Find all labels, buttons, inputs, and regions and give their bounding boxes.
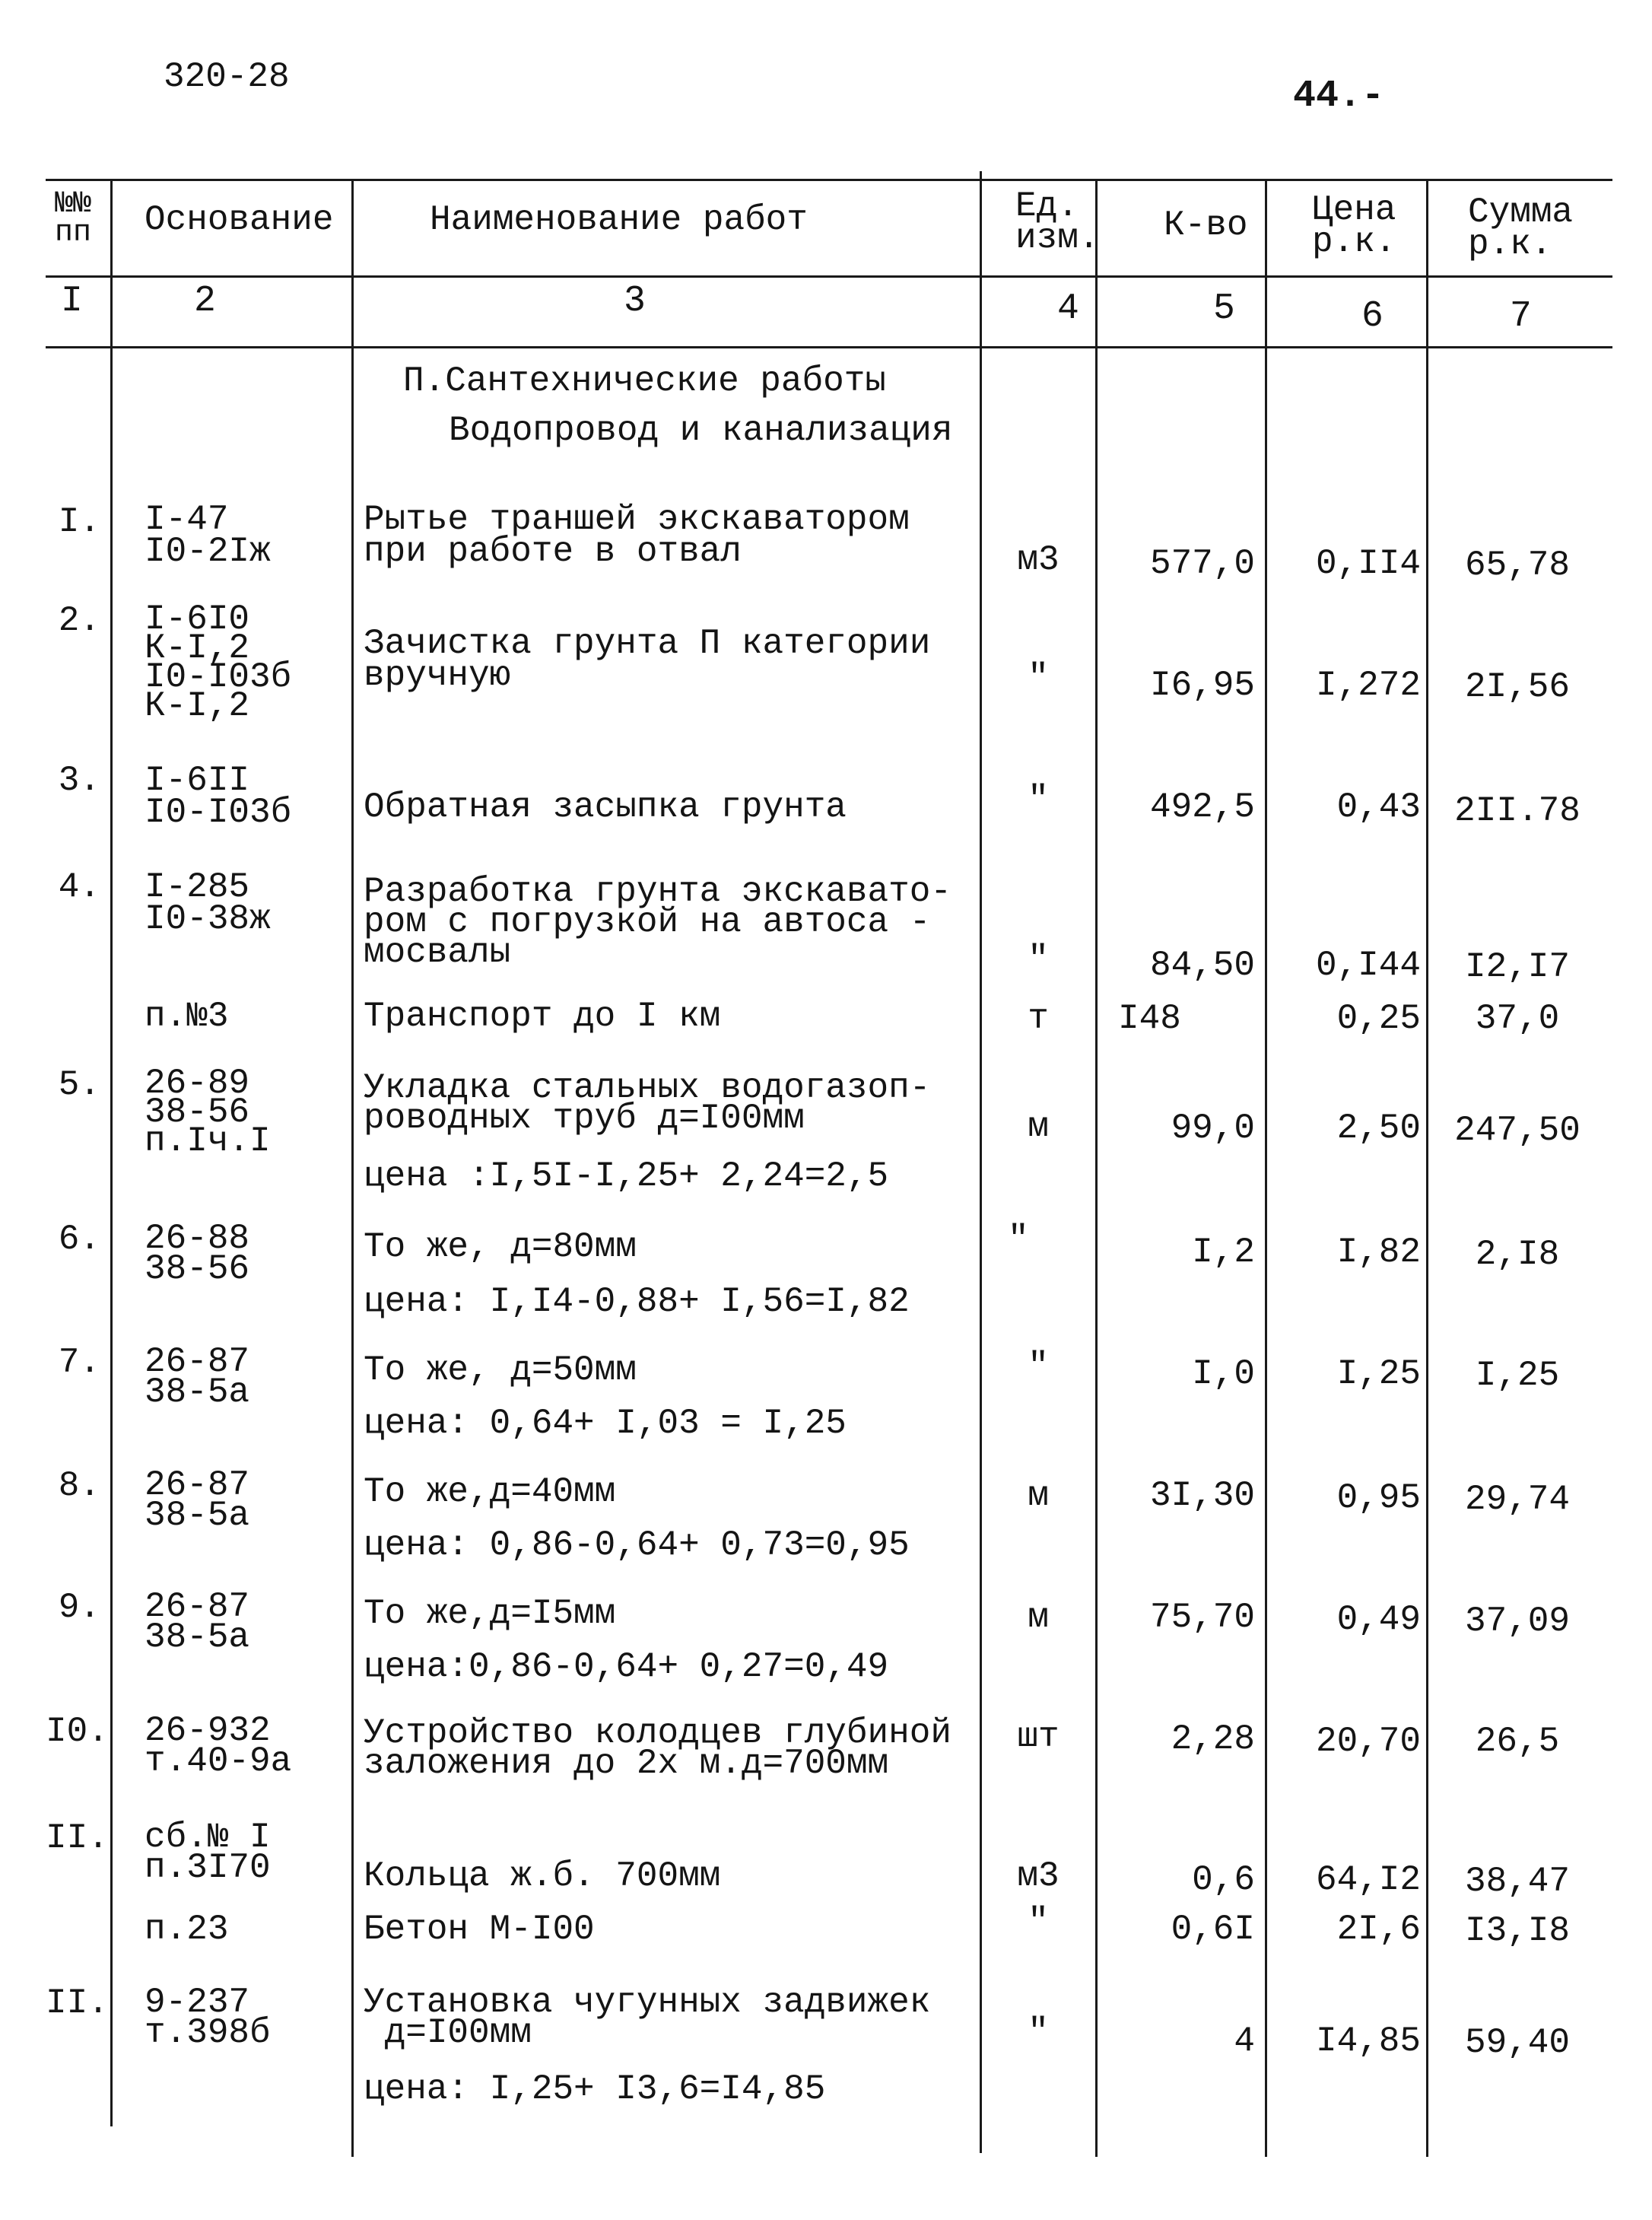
row-4-qty: 84,50 xyxy=(1149,946,1255,985)
colnum-bottom-border xyxy=(46,346,1612,348)
row-11b-name: Бетон М-I00 xyxy=(364,1910,595,1949)
header-sum: Сумма р.к. xyxy=(1468,192,1574,264)
row-5-note: цена :I,5I-I,25+ 2,24=2,5 xyxy=(364,1156,889,1196)
row-1-sum: 65,78 xyxy=(1464,545,1571,585)
row-6-num: 6. xyxy=(58,1220,100,1259)
row-10-sum: 26,5 xyxy=(1475,1722,1560,1761)
row-8-name: То же,д=40мм xyxy=(364,1472,616,1512)
colnum-7: 7 xyxy=(1510,296,1532,337)
row-2-price: I,272 xyxy=(1315,666,1421,705)
row-8-note: цена: 0,86-0,64+ 0,73=0,95 xyxy=(364,1525,910,1565)
row-10-qty: 2,28 xyxy=(1171,1719,1255,1759)
row-11-sum: 38,47 xyxy=(1464,1862,1571,1901)
row-6-basis: 26-88 38-56 xyxy=(145,1219,250,1289)
row-3-sum: 2II.78 xyxy=(1454,791,1581,831)
row-11-unit: м3 xyxy=(1017,1856,1060,1896)
row-10-name: Устройство колодцев глубиной заложения до 2х м.д=700мм xyxy=(364,1713,951,1783)
row-2-num: 2. xyxy=(58,601,100,641)
row-12-sum: 59,40 xyxy=(1464,2023,1571,2063)
row-7-basis: 26-87 38-5а xyxy=(145,1342,250,1412)
row-5-basis: 26-89 38-56 п.Iч.I xyxy=(145,1064,271,1161)
colnum-4: 4 xyxy=(1057,288,1079,329)
row-5-num: 5. xyxy=(58,1065,100,1105)
col-divider-6 xyxy=(1426,179,1428,2157)
colnum-2: 2 xyxy=(194,281,216,322)
row-6-name: То же, д=80мм xyxy=(364,1227,637,1267)
table-top-border xyxy=(46,179,1612,181)
row-1-basis: I-47 I0-2Iж xyxy=(145,500,271,571)
row-11-price: 64,I2 xyxy=(1315,1860,1421,1900)
col-divider-1 xyxy=(110,179,113,2126)
row-10-num: I0. xyxy=(46,1712,109,1751)
row-2-unit: " xyxy=(1028,658,1049,698)
row-4b-basis: п.№3 xyxy=(145,997,229,1036)
colnum-3: 3 xyxy=(624,281,646,322)
header-num: №№ пп xyxy=(55,187,92,250)
row-4b-qty: I48 xyxy=(1118,999,1181,1038)
row-11b-basis: п.23 xyxy=(145,1910,229,1949)
row-2-sum: 2I,56 xyxy=(1464,667,1571,707)
row-8-price: 0,95 xyxy=(1336,1478,1421,1518)
row-12-price: I4,85 xyxy=(1315,2021,1421,2061)
col-divider-4 xyxy=(1095,179,1098,2157)
row-12-note: цена: I,25+ I3,6=I4,85 xyxy=(364,2069,826,2109)
row-4b-unit: т xyxy=(1028,999,1049,1038)
header-qty: К-во xyxy=(1164,205,1248,245)
row-3-price: 0,43 xyxy=(1336,787,1421,827)
row-11-num: II. xyxy=(46,1818,109,1858)
row-9-price: 0,49 xyxy=(1336,1600,1421,1640)
row-9-num: 9. xyxy=(58,1588,100,1627)
row-8-unit: м xyxy=(1028,1476,1049,1516)
row-6-unit: " xyxy=(1008,1220,1029,1259)
row-5-price: 2,50 xyxy=(1336,1108,1421,1148)
row-8-sum: 29,74 xyxy=(1464,1480,1571,1519)
row-8-basis: 26-87 38-5а xyxy=(145,1465,250,1535)
row-9-qty: 75,70 xyxy=(1149,1598,1255,1637)
row-12-qty: 4 xyxy=(1234,2021,1255,2061)
row-3-basis: I-6II I0-I03б xyxy=(145,761,292,832)
row-3-num: 3. xyxy=(58,761,100,800)
row-4-basis: I-285 I0-38ж xyxy=(145,867,271,939)
row-11b-price: 2I,6 xyxy=(1336,1910,1421,1949)
row-7-name: То же, д=50мм xyxy=(364,1350,637,1390)
row-7-sum: I,25 xyxy=(1475,1356,1560,1395)
row-9-name: То же,д=I5мм xyxy=(364,1594,616,1633)
row-1-qty: 577,0 xyxy=(1149,544,1255,584)
colnum-6: 6 xyxy=(1361,296,1384,337)
row-4b-sum: 37,0 xyxy=(1475,999,1560,1038)
row-3-name: Обратная засыпка грунта xyxy=(364,787,847,827)
row-4-sum: I2,I7 xyxy=(1464,947,1571,987)
row-10-basis: 26-932 т.40-9а xyxy=(145,1711,292,1781)
section-title: П.Сантехнические работы xyxy=(403,361,886,401)
row-4-price: 0,I44 xyxy=(1315,946,1421,985)
row-4-unit: " xyxy=(1028,940,1049,979)
row-3-qty: 492,5 xyxy=(1149,787,1255,827)
header-unit: Ед. изм. xyxy=(1015,186,1100,258)
row-11-qty: 0,6 xyxy=(1192,1860,1255,1900)
row-1-name: Рытье траншей экскаватором при работе в отвал xyxy=(364,500,910,571)
row-6-price: I,82 xyxy=(1336,1232,1421,1272)
col-divider-5 xyxy=(1265,179,1267,2157)
section-subtitle: Водопровод и канализация xyxy=(449,411,953,450)
row-9-basis: 26-87 38-5а xyxy=(145,1587,250,1657)
header-basis: Основание xyxy=(145,200,334,240)
row-12-num: II. xyxy=(46,1983,109,2023)
row-9-note: цена:0,86-0,64+ 0,27=0,49 xyxy=(364,1647,889,1687)
row-2-basis: I-6I0 К-I,2 I0-I03б К-I,2 xyxy=(145,600,292,726)
row-11-name: Кольца ж.б. 700мм xyxy=(364,1856,721,1896)
row-1-price: 0,II4 xyxy=(1315,544,1421,584)
row-2-name: Зачистка грунта П категории вручную xyxy=(364,624,931,695)
header-price: Цена р.к. xyxy=(1312,190,1396,262)
colnum-1: I xyxy=(61,281,83,322)
row-7-unit: " xyxy=(1028,1347,1049,1386)
row-5-name: Укладка стальных водогазоп- роводных труб д=I00мм xyxy=(364,1068,931,1138)
row-6-sum: 2,I8 xyxy=(1475,1235,1560,1274)
row-5-sum: 247,50 xyxy=(1454,1111,1581,1150)
row-11b-qty: 0,6I xyxy=(1171,1910,1255,1949)
row-3-unit: " xyxy=(1028,780,1049,819)
row-1-num: I. xyxy=(58,502,100,542)
row-4b-price: 0,25 xyxy=(1336,999,1421,1038)
page-number: 44.- xyxy=(1293,75,1385,118)
row-12-unit: " xyxy=(1028,2012,1049,2052)
row-2-qty: I6,95 xyxy=(1149,666,1255,705)
col-divider-2 xyxy=(351,179,354,2157)
row-12-basis: 9-237 т.398б xyxy=(145,1983,271,2053)
document-code: 320-28 xyxy=(164,57,290,97)
row-6-note: цена: I,I4-0,88+ I,56=I,82 xyxy=(364,1282,910,1322)
row-10-unit: шт xyxy=(1017,1717,1060,1757)
row-9-sum: 37,09 xyxy=(1464,1601,1571,1641)
row-8-qty: 3I,30 xyxy=(1149,1476,1255,1516)
header-name: Наименование работ xyxy=(430,200,808,240)
row-5-unit: м xyxy=(1028,1107,1049,1147)
row-7-price: I,25 xyxy=(1336,1354,1421,1394)
row-10-price: 20,70 xyxy=(1315,1722,1421,1761)
row-4-name: Разработка грунта экскавато- ром с погрузкой на автоса - мосвалы xyxy=(364,872,951,972)
row-12-name: Установка чугунных задвижек д=I00мм xyxy=(364,1983,931,2053)
row-11b-sum: I3,I8 xyxy=(1464,1911,1571,1951)
row-4b-name: Транспорт до I км xyxy=(364,997,721,1036)
row-11-basis: сб.№ I п.3I70 xyxy=(145,1818,271,1888)
row-5-qty: 99,0 xyxy=(1171,1108,1255,1148)
row-11b-unit: " xyxy=(1028,1902,1049,1942)
colnum-5: 5 xyxy=(1213,288,1235,329)
row-7-qty: I,0 xyxy=(1192,1354,1255,1394)
row-4-num: 4. xyxy=(58,867,100,907)
col-divider-3 xyxy=(980,171,982,2153)
row-6-qty: I,2 xyxy=(1192,1232,1255,1272)
row-1-unit: м3 xyxy=(1017,540,1060,580)
header-bottom-border xyxy=(46,275,1612,278)
row-7-note: цена: 0,64+ I,03 = I,25 xyxy=(364,1404,847,1443)
row-9-unit: м xyxy=(1028,1598,1049,1637)
row-7-num: 7. xyxy=(58,1343,100,1382)
row-8-num: 8. xyxy=(58,1466,100,1506)
